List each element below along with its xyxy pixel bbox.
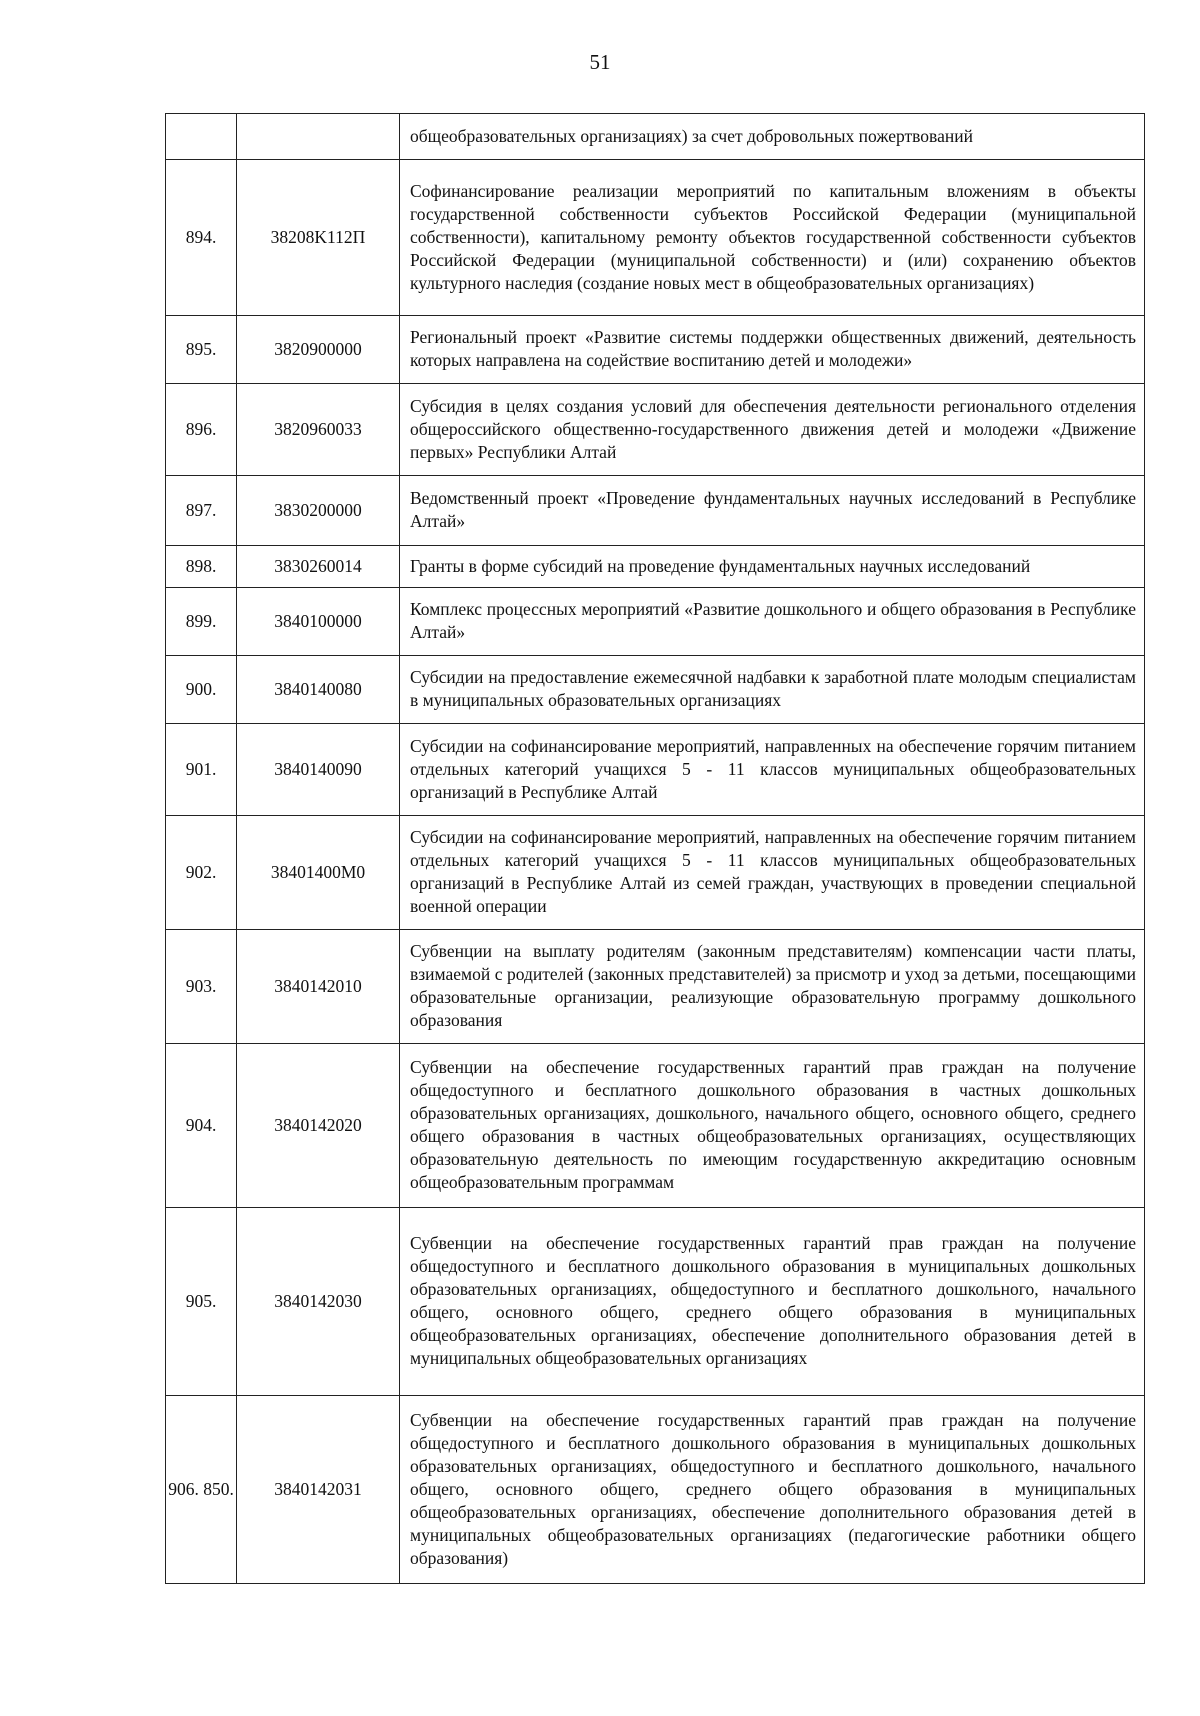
row-code: 3840100000 xyxy=(237,588,400,656)
row-number: 894. xyxy=(166,160,237,316)
row-code: 3820960033 xyxy=(237,384,400,476)
row-number: 901. xyxy=(166,724,237,816)
row-code: 3830200000 xyxy=(237,476,400,546)
row-code: 3840142030 xyxy=(237,1208,400,1396)
row-number: 904. xyxy=(166,1044,237,1208)
table-row xyxy=(166,930,1145,1044)
row-description: Субвенции на обеспечение государственных гарантий прав граждан на получение общедоступного и бесплатного дошкольного образования в муниципальных дошкольных образовательных организациях, общедоступного и бесплатного дошкольного, начального общего, основного общего, среднего общего образования в муниципальных общеобразовательных организациях, обеспечение дополнительного образования детей в муниципальных общеобразовательных организациях (педагогические работники общего образования) xyxy=(400,1396,1145,1584)
row-code: 38208K112П xyxy=(237,160,400,316)
table-row xyxy=(166,476,1145,546)
table-row xyxy=(166,724,1145,816)
row-number: 899. xyxy=(166,588,237,656)
row-description: Гранты в форме субсидий на проведение фундаментальных научных исследований xyxy=(400,546,1145,588)
row-description: Субвенции на обеспечение государственных гарантий прав граждан на получение общедоступного и бесплатного дошкольного образования в частных дошкольных образовательных организациях, дошкольного, начального общего, основного общего, среднего общего образования в частных общеобразовательных организациях, осуществляющих образовательную деятельность по имеющим государственную аккредитацию основным общеобразовательным программам xyxy=(400,1044,1145,1208)
row-code: 3840142020 xyxy=(237,1044,400,1208)
table-row xyxy=(166,1396,1145,1584)
row-number: 905. xyxy=(166,1208,237,1396)
table-row xyxy=(166,316,1145,384)
row-number: 903. xyxy=(166,930,237,1044)
table-row xyxy=(166,546,1145,588)
row-code: 3840140080 xyxy=(237,656,400,724)
row-code: 3840142031 xyxy=(237,1396,400,1584)
row-code: 3840142010 xyxy=(237,930,400,1044)
table-row xyxy=(166,384,1145,476)
row-number xyxy=(166,114,237,160)
row-description: Субвенции на выплату родителям (законным представителям) компенсации части платы, взимаемой с родителей (законных представителей) за присмотр и уход за детьми, посещающими образовательные организации, реализующие образовательную программу дошкольного образования xyxy=(400,930,1145,1044)
row-number: 898. xyxy=(166,546,237,588)
table-row xyxy=(166,816,1145,930)
row-code: 38401400M0 xyxy=(237,816,400,930)
row-description: Софинансирование реализации мероприятий по капитальным вложениям в объекты государственной собственности субъектов Российской Федерации (муниципальной собственности), капитальному ремонту объектов государственной собственности субъектов Российской Федерации (муниципальной собственности) и (или) сохранению объектов культурного наследия (создание новых мест в общеобразовательных организациях) xyxy=(400,160,1145,316)
row-description: Региональный проект «Развитие системы поддержки общественных движений, деятельность которых направлена на содействие воспитанию детей и молодежи» xyxy=(400,316,1145,384)
row-number: 895. xyxy=(166,316,237,384)
row-number: 906. 850. xyxy=(166,1396,237,1584)
row-description: Субвенции на обеспечение государственных гарантий прав граждан на получение общедоступного и бесплатного дошкольного образования в муниципальных дошкольных образовательных организациях, общедоступного и бесплатного дошкольного, начального общего, основного общего, среднего общего образования в муниципальных общеобразовательных организациях, обеспечение дополнительного образования детей в муниципальных общеобразовательных организациях xyxy=(400,1208,1145,1396)
table-row xyxy=(166,160,1145,316)
table-row xyxy=(166,1208,1145,1396)
row-code: 3820900000 xyxy=(237,316,400,384)
table-row xyxy=(166,114,1145,160)
table-row xyxy=(166,1044,1145,1208)
table-row xyxy=(166,588,1145,656)
row-number: 900. xyxy=(166,656,237,724)
row-code: 3840140090 xyxy=(237,724,400,816)
row-description: Субсидии на софинансирование мероприятий, направленных на обеспечение горячим питанием отдельных категорий учащихся 5 - 11 классов муниципальных общеобразовательных организаций в Республике Алтай из семей граждан, участвующих в проведении специальной военной операции xyxy=(400,816,1145,930)
budget-codes-table xyxy=(165,113,1145,1584)
row-description: Ведомственный проект «Проведение фундаментальных научных исследований в Республике Алтай» xyxy=(400,476,1145,546)
table-row xyxy=(166,656,1145,724)
page-number: 51 xyxy=(589,50,611,74)
row-description: Субсидии на софинансирование мероприятий, направленных на обеспечение горячим питанием отдельных категорий учащихся 5 - 11 классов муниципальных общеобразовательных организаций в Республике Алтай xyxy=(400,724,1145,816)
row-number: 902. xyxy=(166,816,237,930)
row-number: 897. xyxy=(166,476,237,546)
row-code xyxy=(237,114,400,160)
row-description: общеобразовательных организациях) за счет добровольных пожертвований xyxy=(400,114,1145,160)
row-description: Субсидии на предоставление ежемесячной надбавки к заработной плате молодым специалистам в муниципальных образовательных организациях xyxy=(400,656,1145,724)
row-number: 896. xyxy=(166,384,237,476)
row-description: Субсидия в целях создания условий для обеспечения деятельности регионального отделения общероссийского общественно-государственного движения детей и молодежи «Движение первых» Республики Алтай xyxy=(400,384,1145,476)
row-description: Комплекс процессных мероприятий «Развитие дошкольного и общего образования в Республике Алтай» xyxy=(400,588,1145,656)
row-code: 3830260014 xyxy=(237,546,400,588)
